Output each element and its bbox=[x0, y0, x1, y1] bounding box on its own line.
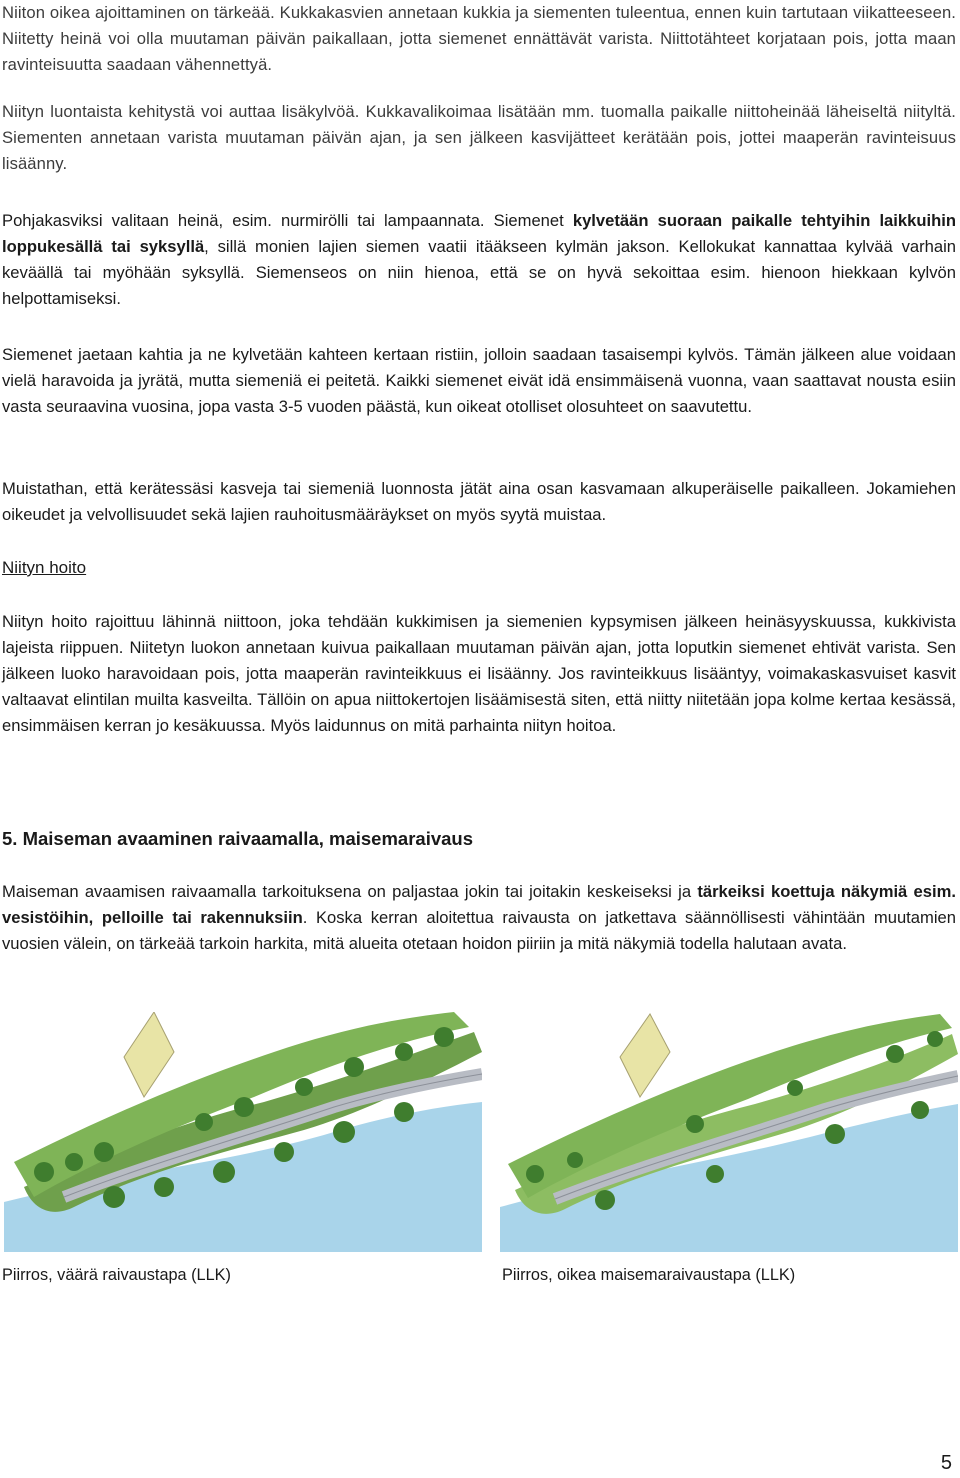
illustration-correct-clearing bbox=[500, 1012, 958, 1252]
text-run: Maiseman avaamisen raivaamalla tarkoituksena on paljastaa jokin tai joitakin keskeiseksi ja bbox=[2, 882, 698, 901]
bold-text-run: tärkeiksi koettuja näkymiä esim. vesistöihin, pelloille tai rakennuksiin bbox=[2, 882, 956, 927]
text-run: . Koska kerran aloitettua raivausta on jatkettava säännöllisesti vähintään muutamien vuosien välein, on tärkeää tarkoin harkita, mitä alueita otetaan hoidon piiriin ja mitä näkymiä todella halutaan avata. bbox=[2, 908, 956, 953]
paragraph-mowing-timing bbox=[2, 0, 956, 78]
text-run: , sillä monien lajien siemen vaatii itääkseen kylmän jakson. Kellokukat kannattaa kylvää varhain keväällä tai myöhään syksyllä. Siemenseos on niin hienoa, että se on hyvä sekoittaa esim. hienoon hiekkaan kylvön helpottamiseksi. bbox=[2, 237, 956, 308]
paragraph-additional-sowing bbox=[2, 99, 956, 177]
paragraph-text bbox=[2, 609, 956, 739]
paragraph-text bbox=[2, 0, 956, 78]
page-number: 5 bbox=[940, 1452, 952, 1474]
paragraph-base-plants bbox=[2, 208, 956, 312]
text-run: Niityn hoito rajoittuu lähinnä niittoon, joka tehdään kukkimisen ja siemenien kypsymisen jälkeen heinäsyyskuussa, kukkivista lajeista riippuen. Niitetyn luokon annetaan kuivua paikallaan muutaman päivän ajan, jotta loputkin siemenet ehtivät varista. Sen jälkeen luoko haravoidaan pois, jotta maaperän ravinteikkuus ei lisäänny. Jos ravinteikkuus lisääntyy, voimakaskasvuiset kasvit valtaavat elintilan muilta kasveilta. Tällöin on apua niittokertojen lisäämisestä siten, että niitty niitetään jopa kolme kertaa kesässä, ensimmäisen kerran jo kesäkuussa. Myös laidunnus on mitä parhainta niityn hoitoa. bbox=[2, 612, 956, 735]
illustration-wrong-clearing bbox=[4, 1012, 482, 1252]
paragraph-text bbox=[2, 476, 956, 528]
caption-wrong-clearing: Piirros, väärä raivaustapa (LLK) bbox=[2, 1266, 231, 1284]
paragraph-collecting-reminder bbox=[2, 476, 956, 528]
text-run: Siemenet jaetaan kahtia ja ne kylvetään kahteen kertaan ristiin, jolloin saadaan tasaisempi kylvös. Tämän jälkeen alue voidaan vielä haravoida ja jyrätä, mutta siemeniä ei peitetä. Kaikki siemenet eivät idä ensimmäisenä vuonna, vaan saattavat nousta esiin vasta seuraavina vuosina, jopa vasta 3-5 vuoden päästä, kun oikeat otolliset olosuhteet on saavutettu. bbox=[2, 345, 956, 416]
text-run: Pohjakasviksi valitaan heinä, esim. nurmirölli tai lampaannata. Siemenet bbox=[2, 211, 573, 230]
text-run: Niityn luontaista kehitystä voi auttaa lisäkylvöä. Kukkavalikoimaa lisätään mm. tuomalla paikalle niittoheinää läheiseltä niityltä. Siementen annetaan varista muutaman päivän ajan, ja sen jälkeen kasvijätteet kerätään pois, jottei maaperän ravinteisuus lisäänny. bbox=[2, 102, 956, 173]
text-run: Muistathan, että kerätessäsi kasveja tai siemeniä luonnosta jätät aina osan kasvamaan alkuperäiselle paikalleen. Jokamiehen oikeudet ja velvollisuudet sekä lajien rauhoitusmääräykset on myös syytä muistaa. bbox=[2, 479, 956, 524]
paragraph-sowing-method bbox=[2, 342, 956, 420]
paragraph-meadow-care bbox=[2, 609, 956, 739]
section-title-5: 5. Maiseman avaaminen raivaamalla, maisemaraivaus bbox=[2, 828, 474, 849]
bold-text-run: kylvetään suoraan paikalle tehtyihin laikkuihin loppukesällä tai syksyllä bbox=[2, 211, 956, 256]
paragraph-text bbox=[2, 208, 956, 312]
paragraph-text bbox=[2, 342, 956, 420]
paragraph-text bbox=[2, 879, 956, 957]
heading-niityn-hoito: Niityn hoito bbox=[2, 558, 87, 577]
paragraph-text bbox=[2, 99, 956, 177]
caption-correct-clearing: Piirros, oikea maisemaraivaustapa (LLK) bbox=[502, 1266, 796, 1284]
paragraph-landscape-clearing bbox=[2, 879, 956, 957]
text-run: Niiton oikea ajoittaminen on tärkeää. Kukkakasvien annetaan kukkia ja siementen tuleentua, ennen kuin tartutaan viikatteeseen. Niitetty heinä voi olla muutaman päivän paikallaan, jotta siemenet ennättävät varista. Niittotähteet korjataan pois, jotta maan ravinteisuutta saadaan vähennettyä. bbox=[2, 3, 956, 74]
